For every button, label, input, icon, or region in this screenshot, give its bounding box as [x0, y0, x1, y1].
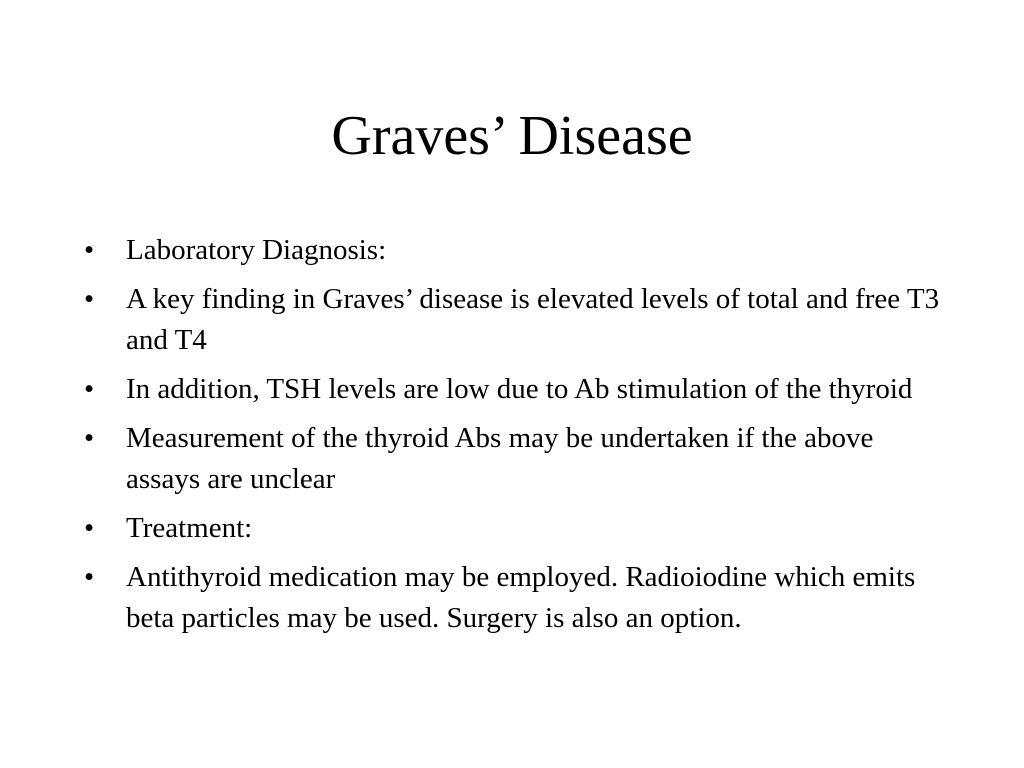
bullet-icon: •: [84, 373, 95, 405]
bullet-item: [84, 369, 944, 410]
bullet-icon: •: [84, 422, 95, 454]
bullet-item: [84, 230, 944, 271]
bullet-icon: •: [84, 283, 95, 315]
bullet-text: Antithyroid medication may be employed. Radioiodine which emits beta particles may be used. Surgery is also an option.: [126, 561, 916, 634]
bullet-text: Laboratory Diagnosis:: [126, 234, 387, 266]
bullet-text: A key finding in Graves’ disease is elevated levels of total and free T3 and T4: [126, 283, 940, 356]
bullet-list: [84, 230, 944, 647]
bullet-item: [84, 418, 944, 500]
bullet-icon: •: [84, 234, 95, 266]
bullet-text: Measurement of the thyroid Abs may be undertaken if the above assays are unclear: [126, 422, 874, 495]
slide-title: Graves’ Disease: [331, 105, 693, 167]
bullet-item: [84, 508, 944, 549]
bullet-item: [84, 557, 944, 639]
bullet-text: Treatment:: [126, 512, 253, 544]
bullet-icon: •: [84, 512, 95, 544]
bullet-icon: •: [84, 561, 95, 593]
bullet-text: In addition, TSH levels are low due to Ab stimulation of the thyroid: [126, 373, 913, 405]
bullet-item: [84, 279, 944, 361]
